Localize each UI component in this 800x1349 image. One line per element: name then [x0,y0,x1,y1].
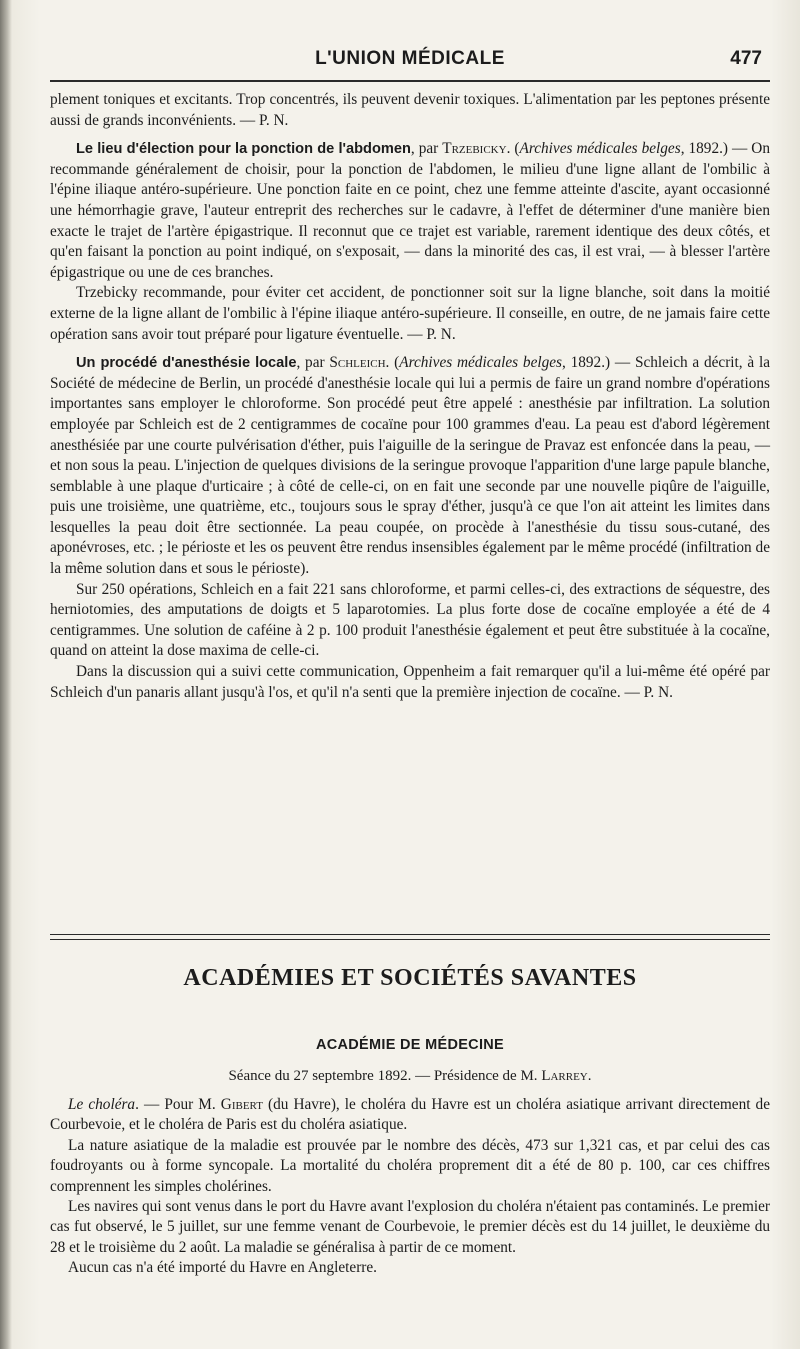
running-title: L'UNION MÉDICALE [315,48,505,69]
session-suffix: . [587,1068,592,1084]
ponction-heading: Le lieu d'élection pour la ponction de l'abdomen [76,141,411,158]
anesthesie-paragraph-1 [50,353,770,580]
anesthesie-source-open: . ( [385,354,400,372]
subsection-title: ACADÉMIE DE MÉDECINE [315,1037,505,1053]
header-rule [50,80,770,82]
ponction-text: On recommande généralement de choisir, pour la ponction de l'abdomen, le milieu d'une ligne allant de l'ombilic à l'épine iliaque antéro-supérieure. Une ponction faite en ce point, chez une femme atteinte d'ascite, ayant occasionné une hémorrhagie grave, l'auteur entreprit des recherches sur le cadavre, à l'effet de déterminer d'une manière bien exacte le trajet de l'artère épigastrique. Il reconnut que ce trajet est variable, rarement identique des deux côtés, et qu'en faisant la ponction au point indiqué, on s'exposait, — dans la minorité des cas, il est vrai, — à blesser l'artère épigastrique ou une de ces branches. [50,140,770,281]
cholera-paragraph-4: Aucun cas n'a été importé du Havre en Angleterre. [68,1259,377,1277]
cholera-paragraph-2: La nature asiatique de la maladie est prouvée par le nombre des décès, 473 sur 1,321 cas, et par celui des cas foudroyants ou à forme syncopale. La mortalité du choléra proprement dit a été de 80 p. 100, car ces chiffres comprennent les simples cholérines. [50,1136,770,1195]
anesthesie-paragraph-3: Dans la discussion qui a suivi cette communication, Oppenheim a fait remarquer qu'il a lui-même été opéré par Schleich d'un panaris allant jusqu'à l'os, et qu'il n'a senti que la première injection de cocaïne. — P. N. [50,663,770,701]
cholera-paragraph-3: Les navires qui sont venus dans le port du Havre avant l'explosion du choléra n'étaient pas contaminés. Le premier cas fut observé, le 5 juillet, sur une femme venant de Courbevoie, le premier décès est du 14 juillet, le deuxième du 28 et le troisième du 2 août. La maladie se généralisa à partir de ce moment. [50,1198,770,1256]
ponction-paragraph-2: Trzebicky recommande, pour éviter cet accident, de ponctionner soit sur la ligne blanche, soit dans la moitié externe de la ligne allant de l'ombilic à l'épine iliaque antéro-supérieure. Il conseille, en outre, de ne jamais faire cette opération sans avoir tout préparé pour ligature éventuelle. — P. N. [50,284,770,343]
ponction-paragraph-1 [50,139,770,283]
session-prefix: Séance du 27 septembre 1892. — Présidence de M. [228,1068,542,1084]
cholera-column [50,1095,770,1279]
cholera-text: (du Havre), le choléra du Havre est un choléra asiatique arrivant directement de Courbevoie, et le choléra de Paris est du choléra asiatique. [50,1096,770,1134]
cholera-heading: Le choléra [68,1096,136,1113]
peptones-paragraph: plement toniques et excitants. Trop concentrés, ils peuvent devenir toxiques. L'alimentation par les peptones présente aussi de grands inconvénients. — P. N. [50,91,770,129]
anesthesie-by: , par [296,354,330,372]
anesthesie-paragraph-2: Sur 250 opérations, Schleich en a fait 221 sans chloroforme, et parmi celles-ci, des extractions de séquestre, des herniotomies, des amputations de doigts et 5 laparotomies. La plus forte dose de cocaïne employée a été de 4 centigrammes. Une solution de caféine à 2 p. 100 produit l'anesthésie également et peut être substituée à la cocaïne, quand on atteint la dose maxima de celle-ci. [50,580,770,660]
spacer [50,345,770,353]
ponction-by: , par [410,140,443,158]
spacer [50,131,770,139]
session-president: Larrey [541,1068,588,1084]
ponction-source-open: . ( [506,140,520,158]
session-line [50,1068,770,1085]
anesthesie-source: Archives médicales belges [399,354,562,372]
cholera-paragraph-1 [50,1095,770,1136]
book-spine-shadow [0,0,12,1349]
ponction-source: Archives médicales belges [519,140,681,158]
main-column [50,90,770,703]
anesthesie-author: Schleich [329,354,386,372]
anesthesie-source-close: , 1892.) — [562,354,635,372]
cholera-author: Gibert [220,1096,263,1113]
ponction-author: Trzebicky [442,140,507,158]
section-divider [50,934,770,940]
page-number: 477 [730,48,762,69]
cholera-heading-sep: . — Pour M. [135,1096,221,1113]
section-title: ACADÉMIES ET SOCIÉTÉS SAVANTES [183,965,637,991]
ponction-source-close: , 1892.) — [680,140,752,158]
anesthesie-heading: Un procédé d'anesthésie locale [76,355,297,372]
page-header [50,48,770,76]
anesthesie-text: Schleich a décrit, à la Société de médecine de Berlin, un procédé d'anesthésie locale qui lui a permis de faire un grand nombre d'opérations importantes sans employer le chloroforme. Son procédé peut être appelé : anesthésie par infiltration. La solution employée par Schleich est de 2 centigrammes de cocaïne pour 100 grammes d'eau. La peau est d'abord légèrement anesthésiée par une courte pulvérisation d'éther, puis l'aiguille de la seringue de Pravaz est enfoncée dans la peau, — et non sous la peau. L'injection de quelques divisions de la seringue provoque l'apparition d'une large papule blanche, semblable à une plaque d'urticaire ; à côté de celle-ci, on en fait une seconde par une nouvelle piqûre de l'aiguille, puis une troisième, une quatrième, etc., toujours sous le spray d'éther, jusqu'à ce que l'on ait atteint les limites dans lesquelles la peau doit être sectionnée. La peau coupée, on procède à l'anesthésie du tissu sous-cutané, des aponévroses, etc. ; le périoste et les os peuvent être rendus insensibles également par le même procédé (infiltration de la même solution dans et sous le périoste). [50,354,771,578]
